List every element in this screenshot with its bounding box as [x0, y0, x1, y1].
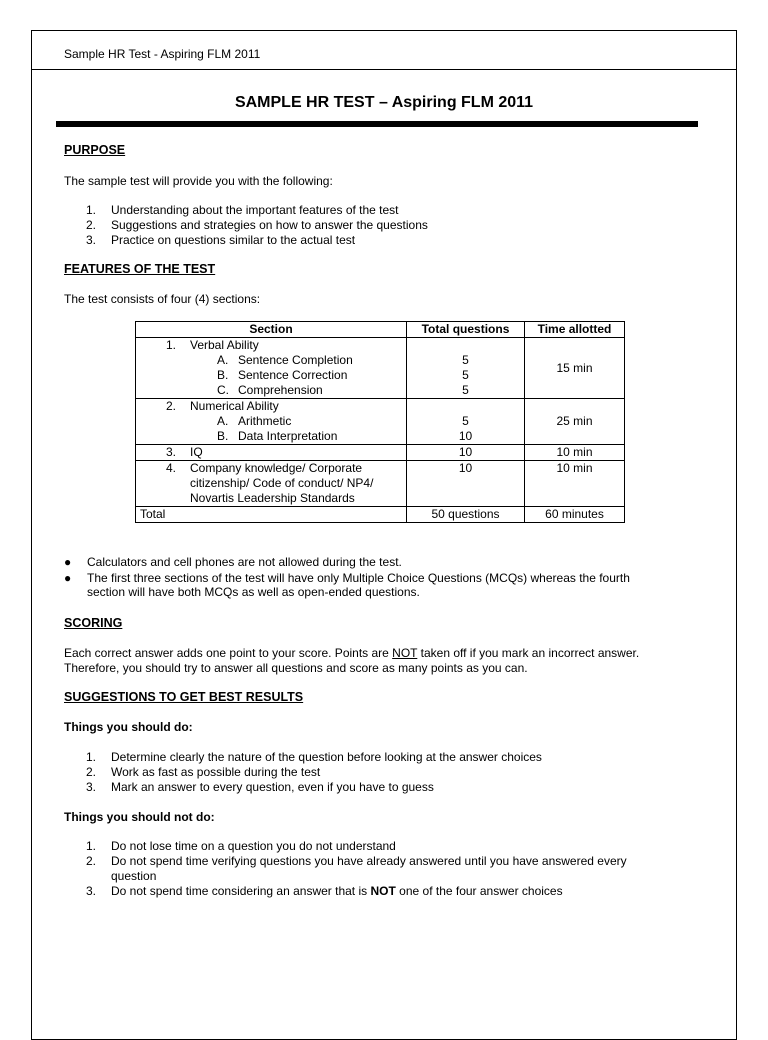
- section-cell: 2. Numerical Ability A. Arithmetic B. Data Interpretation: [136, 399, 407, 445]
- time-cell: 15 min: [525, 338, 625, 399]
- rules-bullet-list: [64, 555, 700, 601]
- time-cell: 10 min: [525, 461, 625, 507]
- questions-cell: 5 10: [407, 399, 525, 445]
- do-list: [86, 750, 542, 795]
- list-item: 2. Do not spend time verifying questions you have already answered until you have answered every question: [86, 854, 627, 883]
- column-header-time: Time allotted: [525, 322, 625, 338]
- total-questions: 50 questions: [407, 507, 525, 523]
- questions-cell: 10: [407, 461, 525, 507]
- list-item: 1. Determine clearly the nature of the question before looking at the answer choices: [86, 750, 542, 764]
- total-label: Total: [136, 507, 407, 523]
- table-header-row: [136, 322, 625, 338]
- column-header-section: Section: [136, 322, 407, 338]
- purpose-intro: The sample test will provide you with the following:: [64, 174, 333, 188]
- title-rule: [56, 121, 698, 127]
- list-item: 1. Do not lose time on a question you do not understand: [86, 839, 396, 853]
- do-heading: Things you should do:: [64, 720, 193, 734]
- section-cell: 4. Company knowledge/ Corporate citizenship/ Code of conduct/ NP4/ Novartis Leadership Standards: [136, 461, 407, 507]
- time-cell: 25 min: [525, 399, 625, 445]
- section-cell: 1. Verbal Ability A. Sentence Completion B. Sentence Correction C. Comprehension: [136, 338, 407, 399]
- section-cell: 3. IQ: [136, 445, 407, 461]
- purpose-list: [86, 203, 428, 248]
- features-intro: The test consists of four (4) sections:: [64, 292, 261, 306]
- questions-cell: 5 5 5: [407, 338, 525, 399]
- table-row: [136, 461, 625, 507]
- list-item: 3. Mark an answer to every question, even if you have to guess: [86, 780, 434, 794]
- bullet-icon: ●: [64, 571, 72, 585]
- list-item: 2. Suggestions and strategies on how to answer the questions: [86, 218, 428, 232]
- scoring-paragraph: Each correct answer adds one point to your score. Points are NOT taken off if you mark an incorrect answer. Therefore, you should try to answer all questions and score as many points as you can.: [64, 646, 640, 675]
- table-row: [136, 338, 625, 399]
- running-header: Sample HR Test - Aspiring FLM 2011: [64, 47, 261, 61]
- list-item: ● Calculators and cell phones are not allowed during the test.: [64, 555, 402, 569]
- total-time: 60 minutes: [525, 507, 625, 523]
- list-item: 3. Practice on questions similar to the actual test: [86, 233, 356, 247]
- questions-cell: 10: [407, 445, 525, 461]
- suggestions-heading: SUGGESTIONS TO GET BEST RESULTS: [64, 690, 304, 704]
- purpose-heading: PURPOSE: [64, 143, 126, 157]
- list-item: 1. Understanding about the important features of the test: [86, 203, 399, 217]
- sections-table: [135, 321, 625, 523]
- dont-list: [86, 839, 698, 899]
- dont-heading: Things you should not do:: [64, 810, 215, 824]
- table-row: [136, 445, 625, 461]
- list-item: 2. Work as fast as possible during the test: [86, 765, 321, 779]
- list-item: 3. Do not spend time considering an answer that is NOT one of the four answer choices: [86, 884, 563, 898]
- list-item: ● The first three sections of the test will have only Multiple Choice Questions (MCQs) whereas the fourth section will have both MCQs as well as open-ended questions.: [64, 571, 630, 599]
- bullet-icon: ●: [64, 555, 72, 569]
- features-heading: FEATURES OF THE TEST: [64, 262, 216, 276]
- table-total-row: [136, 507, 625, 523]
- scoring-heading: SCORING: [64, 616, 123, 630]
- column-header-questions: Total questions: [407, 322, 525, 338]
- table-row: [136, 399, 625, 445]
- document-title: SAMPLE HR TEST – Aspiring FLM 2011: [234, 94, 534, 111]
- header-divider: [32, 69, 736, 70]
- time-cell: 10 min: [525, 445, 625, 461]
